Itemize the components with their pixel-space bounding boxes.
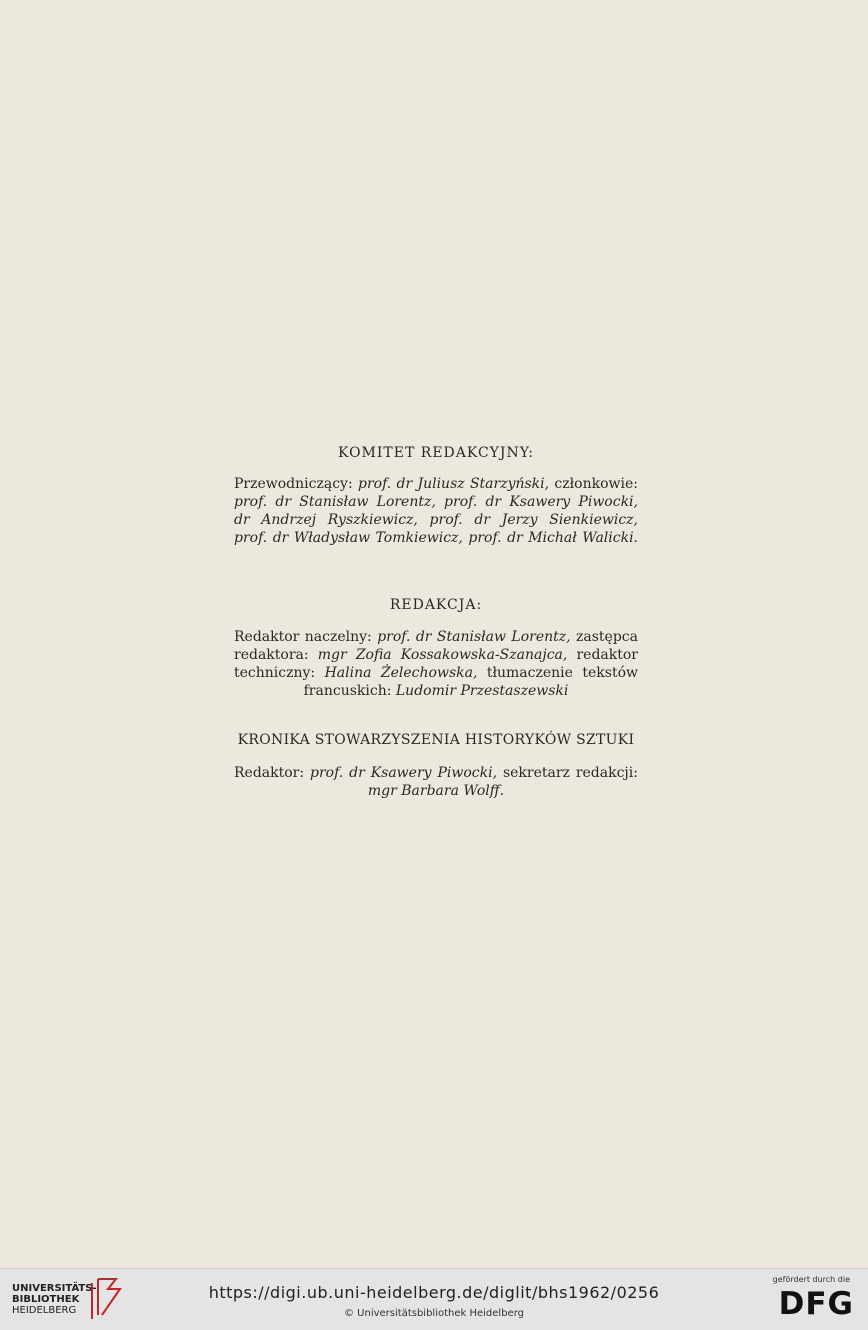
committee-line-4: prof. dr Władysław Tomkiewicz, prof. dr Michał Walicki.	[234, 530, 638, 546]
committee-members	[234, 475, 638, 547]
editorial-line-3: techniczny: Halina Żelechowska, tłumaczenie tekstów	[234, 665, 638, 681]
editorial-staff	[234, 628, 638, 700]
editorial-heading: REDAKCJA:	[389, 597, 483, 613]
permalink-url[interactable]: https://digi.ub.uni-heidelberg.de/diglit/bhs1962/0256	[208, 1283, 660, 1302]
committee-heading: KOMITET REDAKCYJNY:	[338, 445, 534, 461]
chronicle-line-1: Redaktor: prof. dr Ksawery Piwocki, sekretarz redakcji:	[234, 765, 638, 781]
copyright-notice: © Universitätsbibliothek Heidelberg	[343, 1308, 524, 1319]
dfg-logo[interactable]: DFG	[778, 1286, 854, 1322]
chronicle-staff	[234, 764, 638, 800]
editorial-line-2: redaktora: mgr Zofia Kossakowska-Szanajca, redaktor	[234, 647, 638, 663]
library-logo[interactable]: UNIVERSITÄTS- BIBLIOTHEK HEIDELBERG	[12, 1283, 97, 1316]
viewer-footer	[0, 1268, 868, 1330]
chronicle-heading: KRONIKA STOWARZYSZENIA HISTORYKÓW SZTUKI	[237, 732, 635, 748]
committee-line-3: dr Andrzej Ryszkiewicz, prof. dr Jerzy Sienkiewicz,	[234, 512, 638, 528]
chronicle-line-2: mgr Barbara Wolff.	[367, 783, 505, 799]
committee-line-2: prof. dr Stanisław Lorentz, prof. dr Ksawery Piwocki,	[234, 494, 638, 510]
editorial-line-1: Redaktor naczelny: prof. dr Stanisław Lorentz, zastępca	[234, 629, 638, 645]
editorial-line-4: francuskich: Ludomir Przestaszewski	[303, 683, 569, 699]
committee-line-1: Przewodniczący: prof. dr Juliusz Starzyński, członkowie:	[234, 476, 638, 492]
funding-label: gefördert durch die	[772, 1275, 850, 1284]
